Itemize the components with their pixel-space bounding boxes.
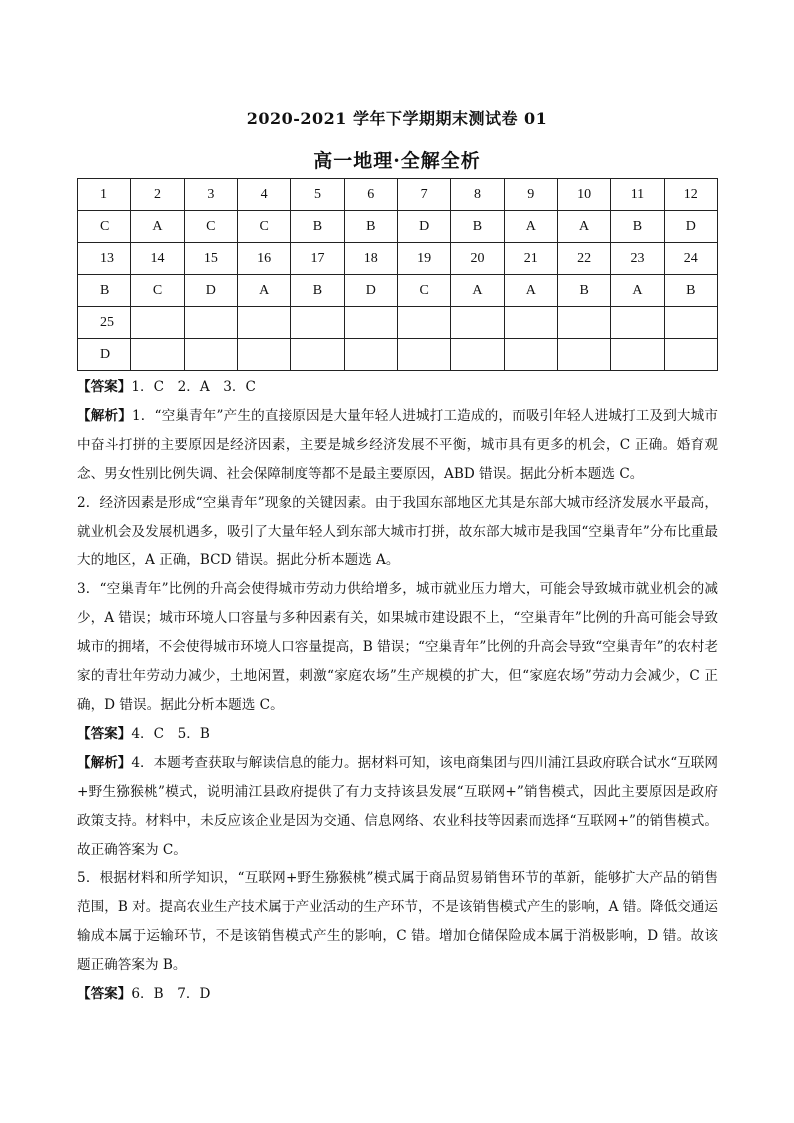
analysis-paragraph — [77, 864, 718, 980]
paragraph-text: 2．经济因素是形成“空巢青年”现象的关键因素。由于我国东部地区尤其是东部大城市经济发展水平最高，就业机会及发展机遇多，吸引了大量年轻人到东部大城市打拼，故东部大城市是我国“空巢青年”分布比重最大的地区，A 正确，BCD 错误。据此分析本题选 A。 — [77, 494, 718, 569]
answer-cell: A — [451, 275, 504, 307]
exam-subtitle: 高一地理·全解全析 — [313, 150, 481, 172]
question-number-cell — [504, 307, 557, 339]
question-number-cell: 21 — [504, 243, 557, 275]
section-marker: 【解析】 — [77, 407, 132, 424]
question-number-cell: 10 — [557, 179, 610, 211]
question-number-cell: 18 — [344, 243, 397, 275]
answer-cell — [237, 339, 290, 371]
answer-cell — [451, 339, 504, 371]
question-number-cell: 8 — [451, 179, 504, 211]
answer-cell: A — [611, 275, 664, 307]
question-number-cell: 12 — [664, 179, 717, 211]
section-marker: 【答案】 — [77, 986, 132, 1003]
answer-cell: A — [557, 211, 610, 243]
paragraph-text: 1．“空巢青年”产生的直接原因是大量年轻人进城打工造成的，而吸引年轻人进城打工及到大城市中奋斗打拼的主要原因是经济因素，主要是城乡经济发展不平衡，城市具有更多的机会，C 正确。婚育观念、男女性别比例失调、社会保障制度等都不是最主要原因，ABD 错误。据此分析本题选 C。 — [77, 407, 719, 482]
paragraph-text: 3．“空巢青年”比例的升高会使得城市劳动力供给增多，城市就业压力增大，可能会导致城市就业机会的减少，A 错误；城市环境人口容量与多种因素有关，如果城市建设跟不上，“空巢青年”比例的升高可能会导致城市的拥堵，不会使得城市环境人口容量提高，B 错误；“空巢青年”比例的升高会导致“空巢青年”的农村老家的青壮年劳动力减少，土地闲置，刺激“家庭农场”生产规模的扩大，但“家庭农场”劳动力会减少，C 正确，D 错误。据此分析本题选 C。 — [77, 581, 718, 713]
question-number-cell: 24 — [664, 243, 717, 275]
answer-cell — [504, 339, 557, 371]
answer-cell: A — [504, 211, 557, 243]
analysis-paragraph — [77, 749, 718, 865]
answer-cell: A — [131, 211, 184, 243]
paragraph-text: 4．本题考查获取与解读信息的能力。据材料可知，该电商集团与四川浦江县政府联合试水“互联网+野生猕猴桃”模式，说明浦江县政府提供了有力支持该县发展“互联网+”销售模式，因此主要原因是政府政策支持。材料中，未反应该企业是因为交通、信息网络、农业科技等因素而选择“互联网+”的销售模式。故正确答案为 C。 — [77, 754, 718, 858]
question-number-cell — [131, 307, 184, 339]
answer-cell: C — [78, 211, 131, 243]
answer-cell: A — [237, 275, 290, 307]
question-number-cell — [397, 307, 450, 339]
answer-cell: C — [397, 275, 450, 307]
answer-row — [78, 339, 718, 371]
question-number-cell — [291, 307, 344, 339]
answer-row — [78, 211, 718, 243]
question-number-cell: 20 — [451, 243, 504, 275]
question-number-cell: 11 — [611, 179, 664, 211]
question-number-cell: 17 — [291, 243, 344, 275]
answer-cell: B — [611, 211, 664, 243]
answer-cell: D — [344, 275, 397, 307]
answer-cell — [344, 339, 397, 371]
answer-cell — [291, 339, 344, 371]
answer-cell: B — [78, 275, 131, 307]
answer-cell: B — [291, 275, 344, 307]
answer-cell: D — [664, 211, 717, 243]
answer-cell: C — [237, 211, 290, 243]
answer-cell: D — [397, 211, 450, 243]
section-marker: 【答案】 — [77, 725, 132, 742]
answer-cell: A — [504, 275, 557, 307]
question-number-cell: 4 — [237, 179, 290, 211]
question-number-cell — [557, 307, 610, 339]
analysis-paragraph — [77, 489, 718, 576]
question-number-cell — [237, 307, 290, 339]
exam-title: 2020-2021 学年下学期期末测试卷 01 — [246, 109, 548, 128]
question-number-cell — [451, 307, 504, 339]
question-number-cell: 5 — [291, 179, 344, 211]
question-number-cell: 23 — [611, 243, 664, 275]
question-number-cell — [664, 307, 717, 339]
question-number-cell — [184, 307, 237, 339]
question-number-cell: 2 — [131, 179, 184, 211]
paragraph-text: 5．根据材料和所学知识，“互联网+野生猕猴桃”模式属于商品贸易销售环节的革新，能够扩大产品的销售范围，B 对。提高农业生产技术属于产业活动的生产环节，不是该销售模式产生的影响，A 错。降低交通运输成本属于运输环节，不是该销售模式产生的影响，C 错。增加仓储保险成本属于消极影响，D 错。故该题正确答案为 B。 — [77, 870, 718, 974]
answer-cell — [397, 339, 450, 371]
question-number-row — [78, 243, 718, 275]
analysis-body — [77, 373, 718, 1009]
paragraph-text: 1．C 2．A 3．C — [131, 379, 256, 395]
analysis-paragraph — [77, 402, 718, 489]
answer-cell: B — [451, 211, 504, 243]
question-number-cell: 9 — [504, 179, 557, 211]
question-number-row — [78, 179, 718, 211]
question-number-cell — [344, 307, 397, 339]
answer-table — [77, 178, 718, 371]
answer-cell — [611, 339, 664, 371]
question-number-cell: 15 — [184, 243, 237, 275]
question-number-cell: 3 — [184, 179, 237, 211]
answer-cell: B — [344, 211, 397, 243]
question-number-cell: 19 — [397, 243, 450, 275]
question-number-cell — [611, 307, 664, 339]
section-marker: 【答案】 — [77, 379, 132, 395]
answer-cell: C — [131, 275, 184, 307]
question-number-cell: 13 — [78, 243, 131, 275]
question-number-cell: 14 — [131, 243, 184, 275]
question-number-cell: 1 — [78, 179, 131, 211]
answer-cell — [131, 339, 184, 371]
answer-cell: B — [291, 211, 344, 243]
answer-cell: D — [78, 339, 131, 371]
answer-cell: C — [184, 211, 237, 243]
answer-cell: D — [184, 275, 237, 307]
question-number-row — [78, 307, 718, 339]
analysis-paragraph — [77, 720, 718, 749]
analysis-paragraph — [77, 373, 718, 402]
analysis-paragraph — [77, 980, 718, 1009]
paragraph-text: 6．B 7．D — [131, 986, 211, 1003]
section-marker: 【解析】 — [77, 754, 132, 771]
question-number-cell: 25 — [78, 307, 131, 339]
answer-cell: B — [557, 275, 610, 307]
answer-row — [78, 275, 718, 307]
question-number-cell: 22 — [557, 243, 610, 275]
paragraph-text: 4．C 5．B — [131, 725, 210, 742]
question-number-cell: 7 — [397, 179, 450, 211]
answer-cell — [184, 339, 237, 371]
analysis-paragraph — [77, 575, 718, 720]
answer-cell — [557, 339, 610, 371]
answer-cell: B — [664, 275, 717, 307]
answer-cell — [664, 339, 717, 371]
question-number-cell: 16 — [237, 243, 290, 275]
question-number-cell: 6 — [344, 179, 397, 211]
